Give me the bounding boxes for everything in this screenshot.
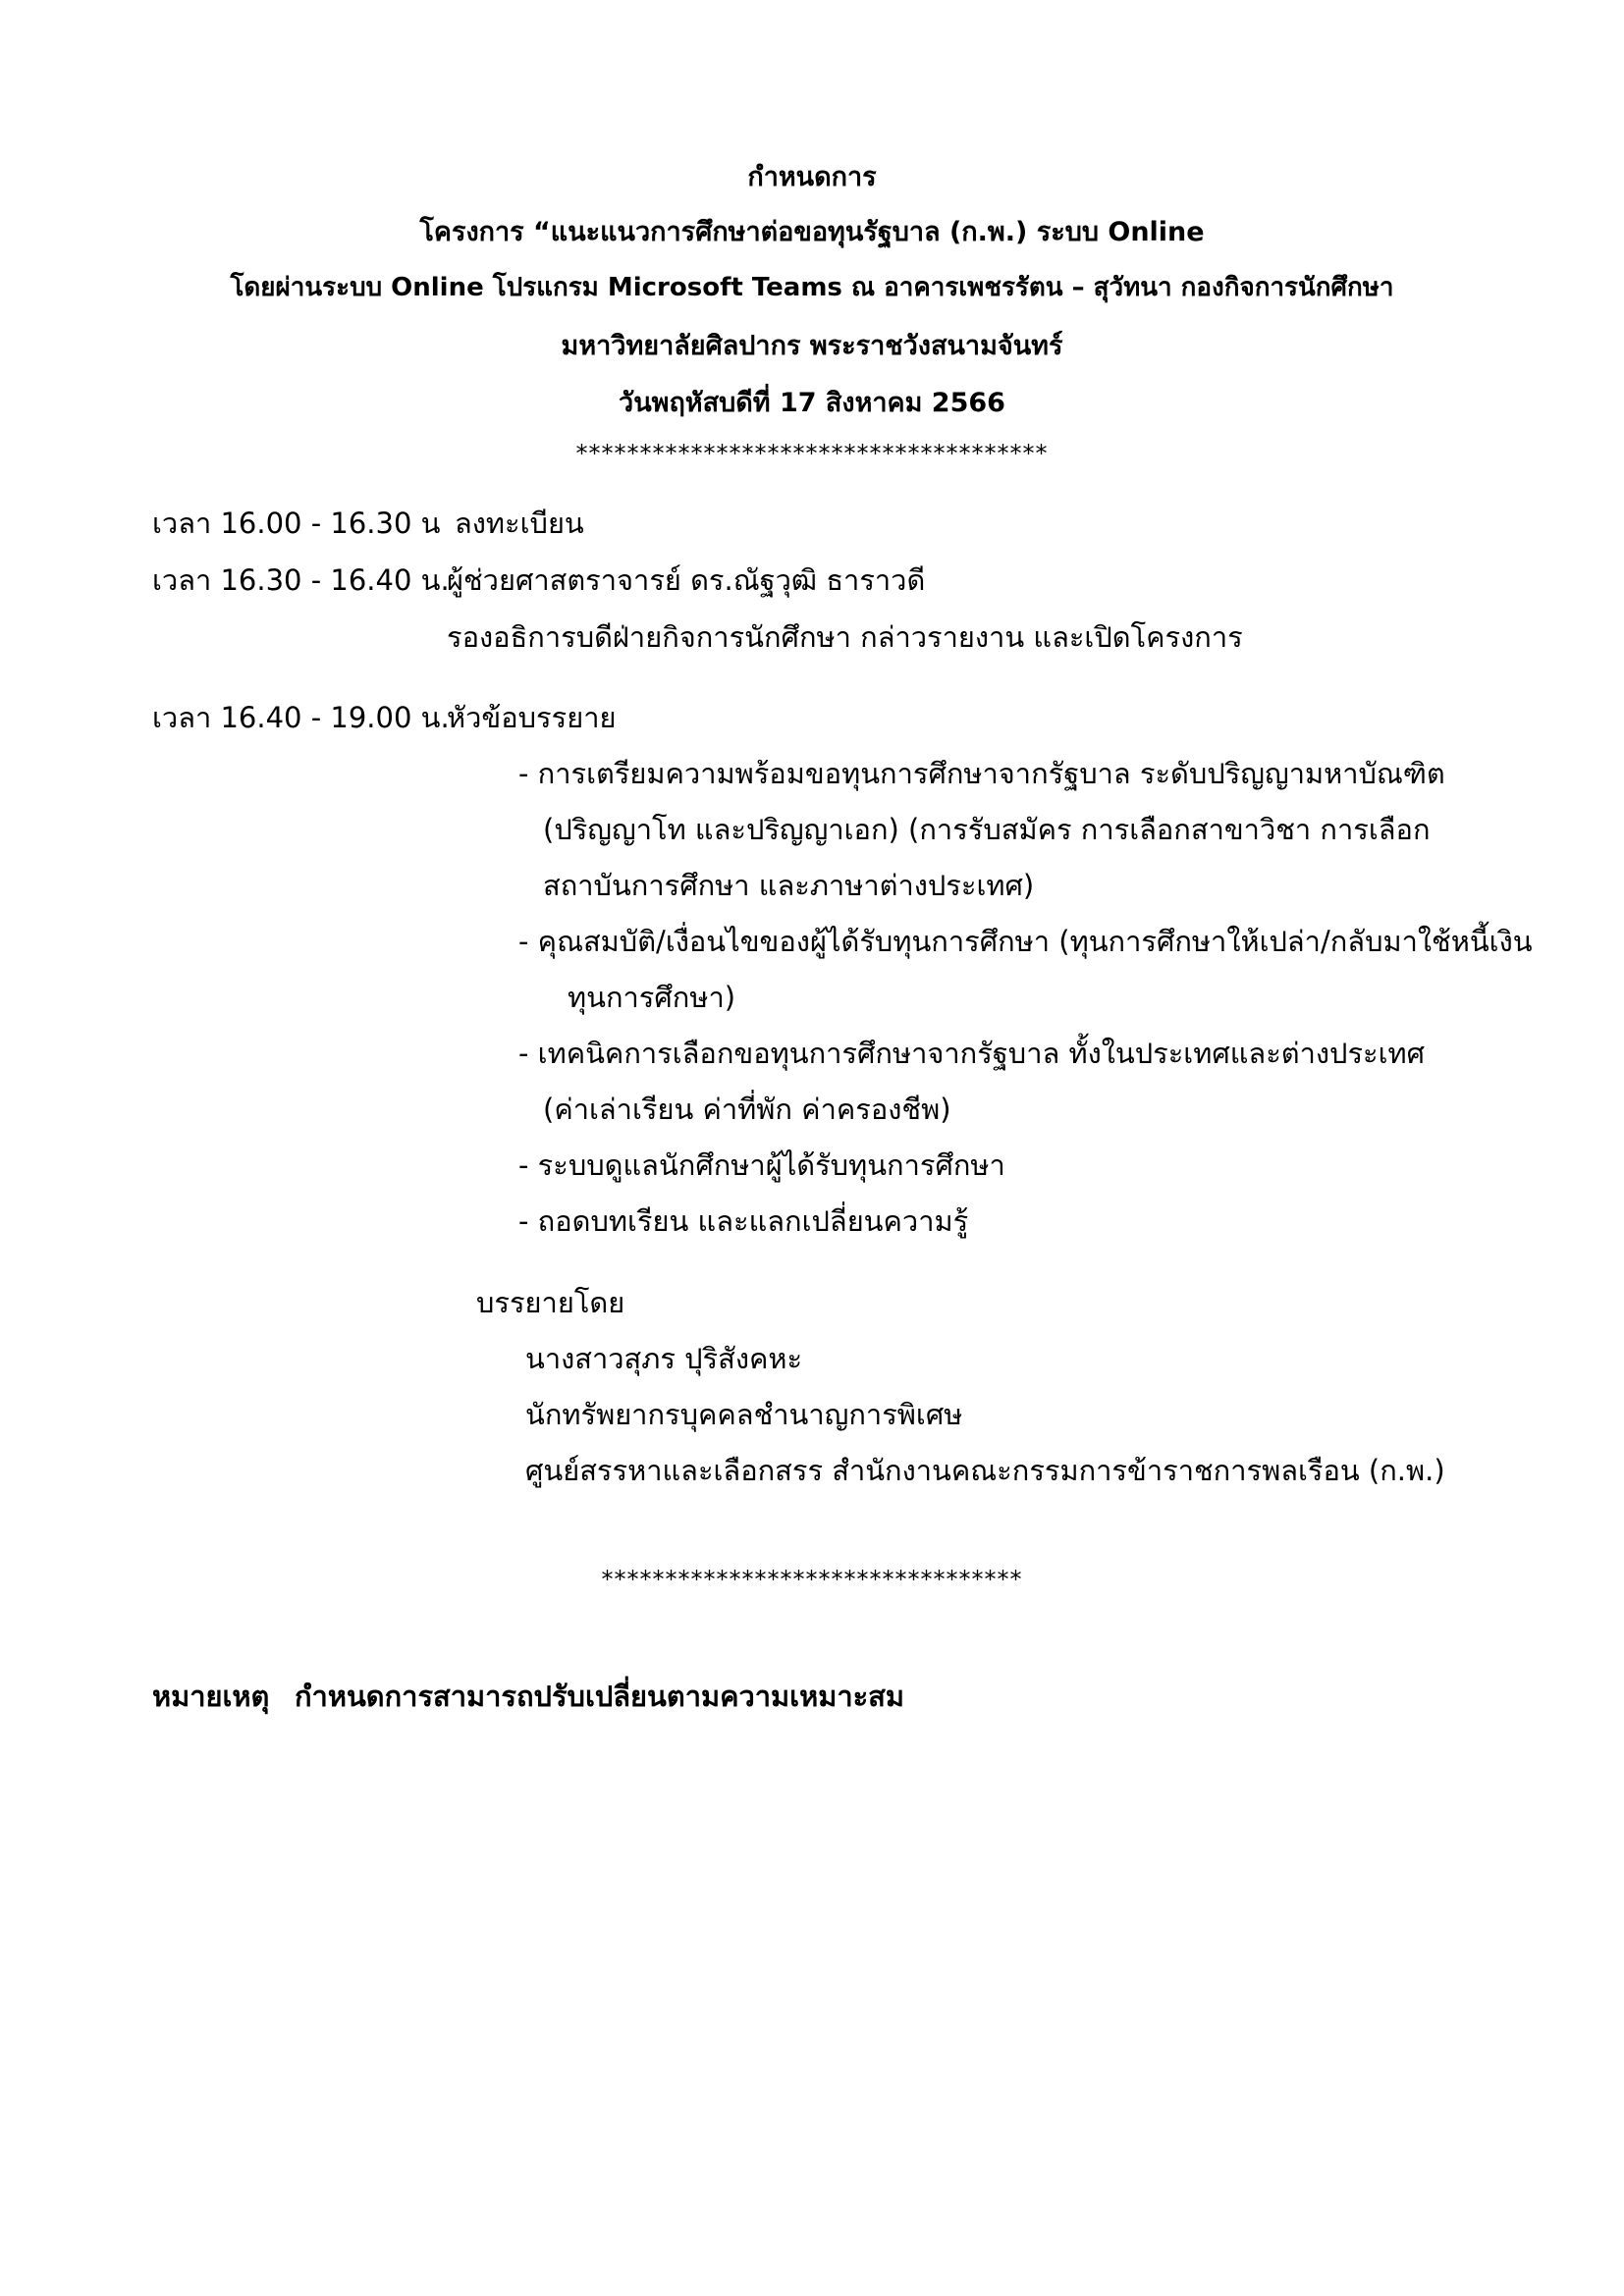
header-divider: ************************************* <box>575 440 1049 467</box>
topic-line: - การเตรียมความพร้อมขอทุนการศึกษาจากรัฐบาล ระดับปริญญามหาบัณฑิต <box>518 757 1445 790</box>
topic-line: (ค่าเล่าเรียน ค่าที่พัก ค่าครองชีพ) <box>543 1093 951 1126</box>
speaker-position: นักทรัพยากรบุคคลชำนาญการพิเศษ <box>525 1398 963 1431</box>
footer-divider: ********************************* <box>601 1566 1023 1593</box>
topic-line: (ปริญญาโท และปริญญาเอก) (การรับสมัคร การเลือกสาขาวิชา การเลือก <box>543 813 1431 846</box>
topic-line: ทุนการศึกษา) <box>568 981 736 1014</box>
schedule-activity-3: หัวข้อบรรยาย <box>447 701 617 734</box>
university-line: มหาวิทยาลัยศิลปากร พระราชวังสนามจันทร์ <box>561 331 1063 361</box>
speaker-office: ศูนย์สรรหาและเลือกสรร สำนักงานคณะกรรมการข้าราชการพลเรือน (ก.พ.) <box>525 1454 1445 1487</box>
project-title: โครงการ “แนะแนวการศึกษาต่อขอทุนรัฐบาล (ก.พ.) ระบบ Online <box>419 217 1205 247</box>
date-line: วันพฤหัสบดีที่ 17 สิงหาคม 2566 <box>619 388 1005 418</box>
schedule-time-1: เวลา 16.00 - 16.30 น <box>152 507 441 540</box>
schedule-detail-2: รองอธิการบดีฝ่ายกิจการนักศึกษา กล่าวรายงาน และเปิดโครงการ <box>447 620 1243 654</box>
document-title: กำหนดการ <box>747 162 877 192</box>
topic-line: - เทคนิคการเลือกขอทุนการศึกษาจากรัฐบาล ทั้งในประเทศและต่างประเทศ <box>518 1037 1426 1070</box>
schedule-time-3: เวลา 16.40 - 19.00 น. <box>152 701 450 734</box>
speaker-name: นางสาวสุภร ปุริสังคหะ <box>525 1342 803 1375</box>
note-text: กำหนดการสามารถปรับเปลี่ยนตามความเหมาะสม <box>295 1680 904 1713</box>
venue-line: โดยผ่านระบบ Online โปรแกรม Microsoft Teams ณ อาคารเพชรรัตน – สุวัทนา กองกิจการนักศึกษา <box>230 273 1394 302</box>
topic-line: - ระบบดูแลนักศึกษาผู้ได้รับทุนการศึกษา <box>518 1148 1005 1182</box>
topic-line: สถาบันการศึกษา และภาษาต่างประเทศ) <box>543 869 1035 902</box>
note-label: หมายเหตุ <box>152 1680 270 1713</box>
schedule-activity-1: ลงทะเบียน <box>455 507 584 540</box>
schedule-activity-2: ผู้ช่วยศาสตราจารย์ ดร.ณัฐวุฒิ ธาราวดี <box>447 563 926 597</box>
topic-line: - ถอดบทเรียน และแลกเปลี่ยนความรู้ <box>518 1204 969 1238</box>
speaker-label: บรรยายโดย <box>476 1286 625 1319</box>
topic-line: - คุณสมบัติ/เงื่อนไขของผู้ได้รับทุนการศึกษา (ทุนการศึกษาให้เปล่า/กลับมาใช้หนี้เงิน <box>518 925 1533 958</box>
schedule-time-2: เวลา 16.30 - 16.40 น. <box>152 563 450 597</box>
